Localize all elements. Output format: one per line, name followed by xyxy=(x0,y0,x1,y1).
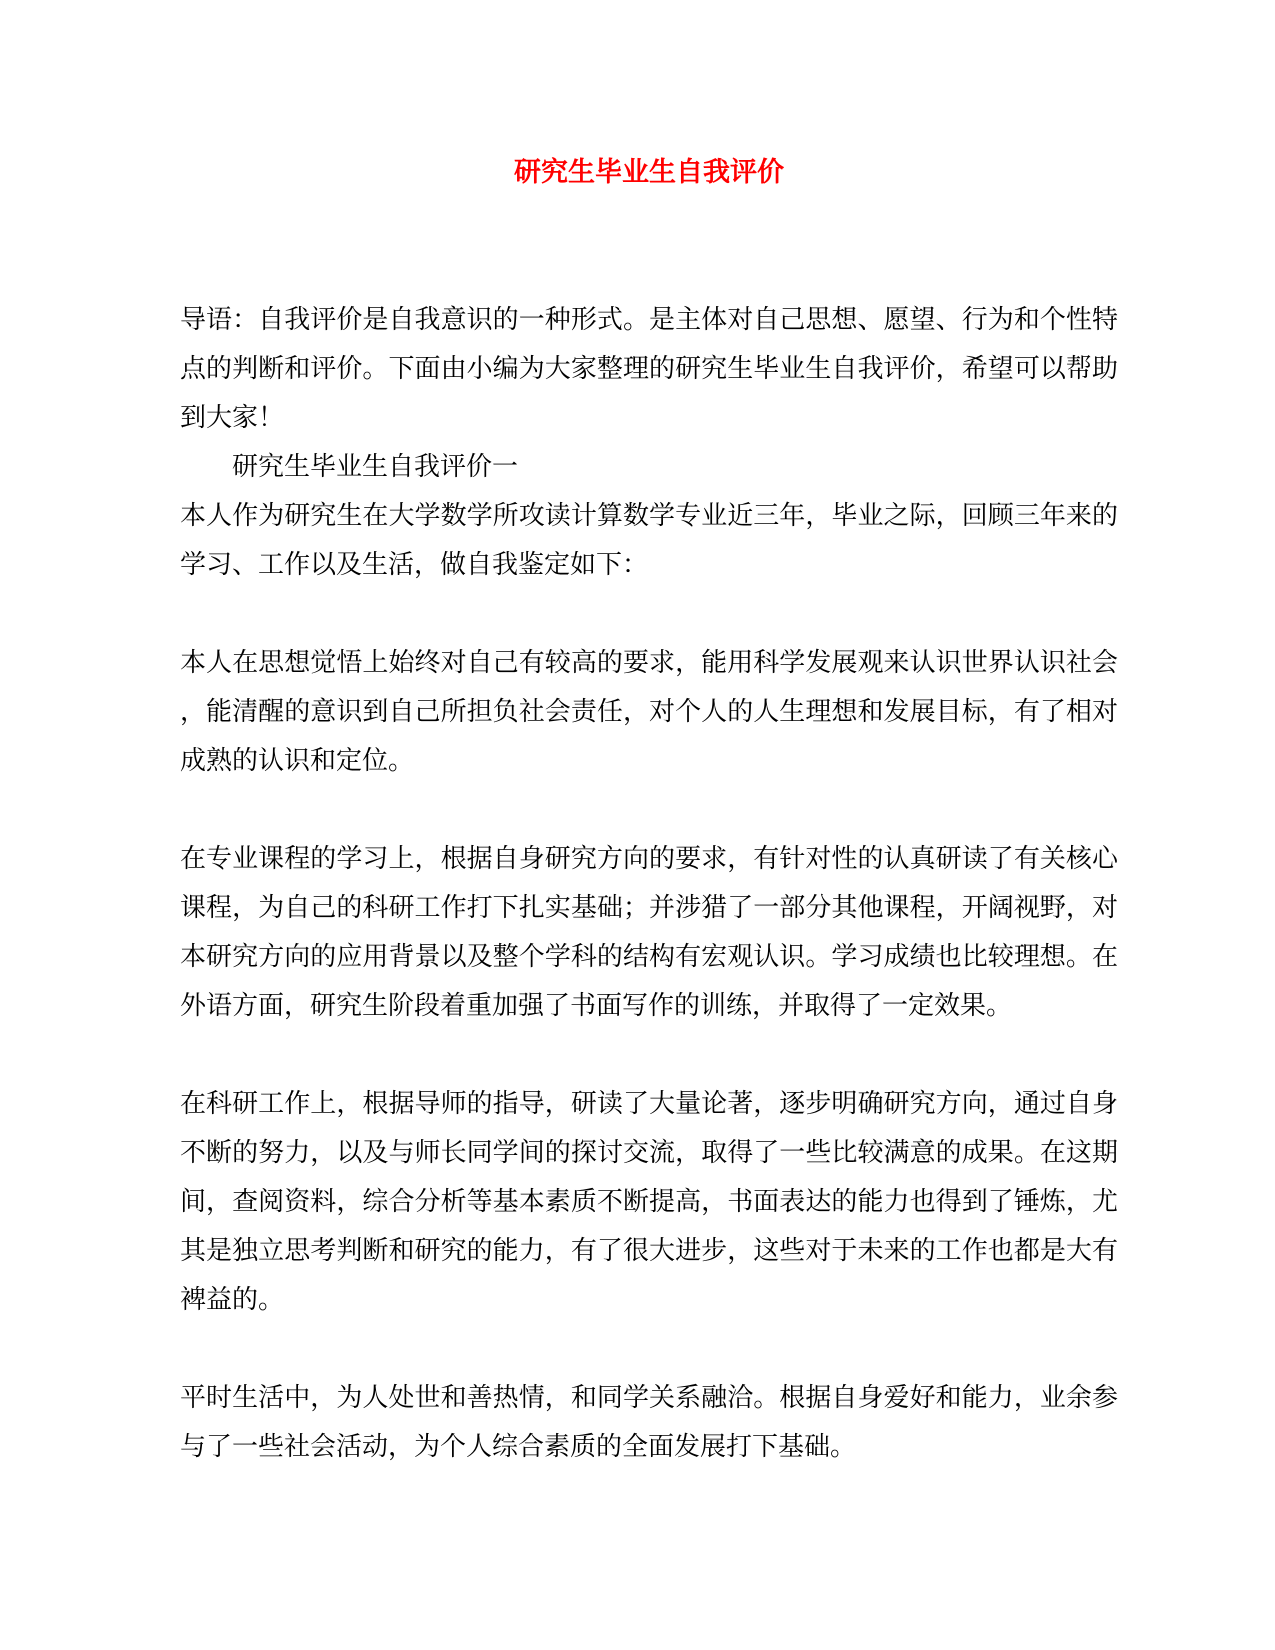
paragraph: 导语：自我评价是自我意识的一种形式。是主体对自己思想、愿望、行为和个性特点的判断和评价。下面由小编为大家整理的研究生毕业生自我评价，希望可以帮助到大家！ xyxy=(180,305,1118,432)
paragraph: 本人作为研究生在大学数学所攻读计算数学专业近三年，毕业之际，回顾三年来的学习、工作以及生活，做自我鉴定如下： xyxy=(180,501,1118,579)
document-content xyxy=(180,148,1118,1471)
paragraph: 研究生毕业生自我评价一 xyxy=(232,452,519,481)
paragraph-container xyxy=(180,295,1118,1471)
document-title: 研究生毕业生自我评价 xyxy=(514,157,784,187)
paragraph: 本人在思想觉悟上始终对自己有较高的要求，能用科学发展观来认识世界认识社会，能清醒的意识到自己所担负社会责任，对个人的人生理想和发展目标，有了相对成熟的认识和定位。 xyxy=(180,648,1118,775)
paragraph: 在科研工作上，根据导师的指导，研读了大量论著，逐步明确研究方向，通过自身不断的努力，以及与师长同学间的探讨交流，取得了一些比较满意的成果。在这期间，查阅资料，综合分析等基本素质不断提高，书面表达的能力也得到了锤炼，尤其是独立思考判断和研究的能力，有了很大进步，这些对于未来的工作也都是大有裨益的。 xyxy=(180,1089,1118,1314)
paragraph: 在专业课程的学习上，根据自身研究方向的要求，有针对性的认真研读了有关核心课程，为自己的科研工作打下扎实基础；并涉猎了一部分其他课程，开阔视野，对本研究方向的应用背景以及整个学科的结构有宏观认识。学习成绩也比较理想。在外语方面，研究生阶段着重加强了书面写作的训练，并取得了一定效果。 xyxy=(180,844,1118,1020)
paragraph: 平时生活中，为人处世和善热情，和同学关系融洽。根据自身爱好和能力，业余参与了一些社会活动，为个人综合素质的全面发展打下基础。 xyxy=(180,1383,1118,1461)
